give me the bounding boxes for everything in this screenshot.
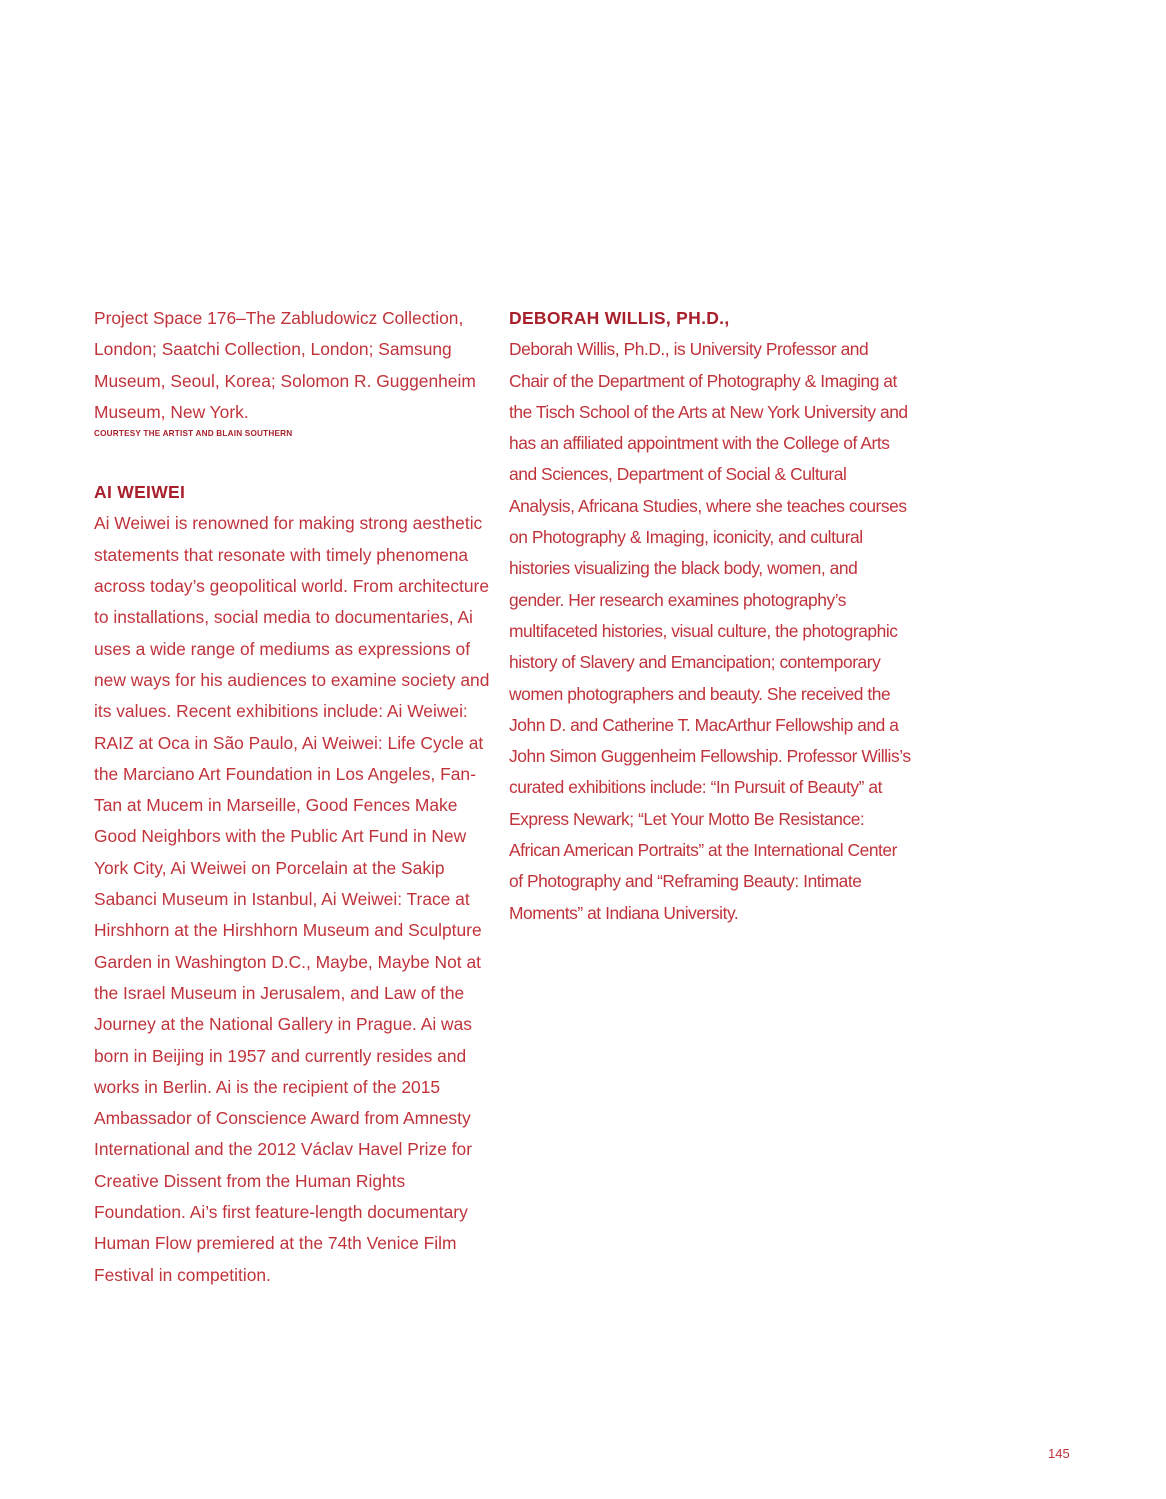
ai-weiwei-heading: AI WEIWEI: [94, 482, 186, 503]
photo-credit: COURTESY THE ARTIST AND BLAIN SOUTHERN: [94, 429, 293, 439]
continued-bio-text: Project Space 176–The Zabludowicz Collection, London; Saatchi Collection, London; Samsung Museum, Seoul, Korea; Solomon R. Guggenheim Museum, New York.: [94, 308, 476, 422]
right-column: [509, 303, 911, 929]
deborah-willis-heading: DEBORAH WILLIS, PH.D.,: [509, 308, 730, 328]
section-spacer: [94, 440, 496, 477]
page-number: 145: [1048, 1446, 1070, 1461]
deborah-willis-bio: Deborah Willis, Ph.D., is University Professor and Chair of the Department of Photography & Imaging at the Tisch School of the Arts at New York University and has an affiliated appointment with the College of Arts and Sciences, Department of Social & Cultural Analysis, Africana Studies, where she teaches courses on Photography & Imaging, iconicity, and cultural histories visualizing the black body, women, and gender. Her research examines photography’s multifaceted histories, visual culture, the photographic history of Slavery and Emancipation; contemporary women photographers and beauty. She received the John D. and Catherine T. MacArthur Fellowship and a John Simon Guggenheim Fellowship. Professor Willis’s curated exhibitions include: “In Pursuit of Beauty” at Express Newark; “Let Your Motto Be Resistance: African American Portraits” at the International Center of Photography and “Reframing Beauty: Intimate Moments” at Indiana University.: [509, 339, 911, 923]
left-column: [94, 303, 496, 1291]
ai-weiwei-bio: Ai Weiwei is renowned for making strong aesthetic statements that resonate with timely phenomena across today’s geopolitical world. From architecture to installations, social media to documentaries, Ai uses a wide range of mediums as expressions of new ways for his audiences to examine society and its values. Recent exhibitions include: Ai Weiwei: RAIZ at Oca in São Paulo, Ai Weiwei: Life Cycle at the Marciano Art Foundation in Los Angeles, Fan-Tan at Mucem in Marseille, Good Fences Make Good Neighbors with the Public Art Fund in New York City, Ai Weiwei on Porcelain at the Sakip Sabanci Museum in Istanbul, Ai Weiwei: Trace at Hirshhorn at the Hirshhorn Museum and Sculpture Garden in Washington D.C., Maybe, Maybe Not at the Israel Museum in Jerusalem, and Law of the Journey at the National Gallery in Prague. Ai was born in Beijing in 1957 and currently resides and works in Berlin. Ai is the recipient of the 2015 Ambassador of Conscience Award from Amnesty International and the 2012 Václav Havel Prize for Creative Dissent from the Human Rights Foundation. Ai’s first feature-length documentary Human Flow premiered at the 74th Venice Film Festival in competition.: [94, 513, 490, 1285]
